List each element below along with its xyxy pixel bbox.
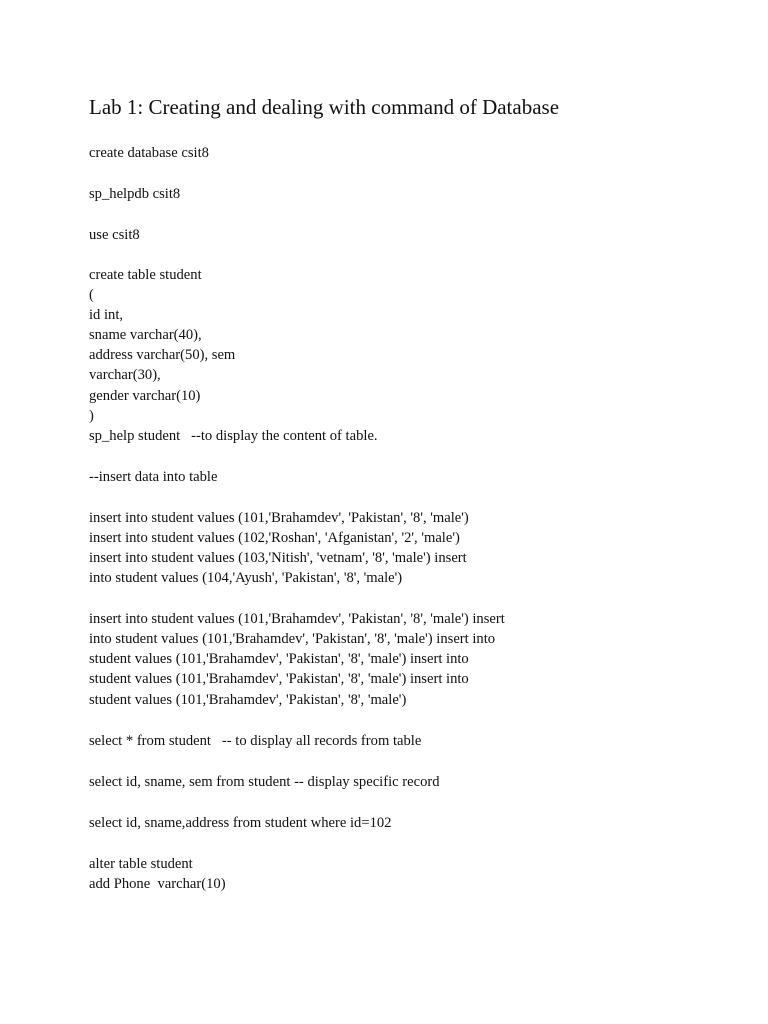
- code-line: use csit8: [89, 227, 140, 243]
- code-line: create table student: [89, 267, 202, 283]
- code-line: id int,: [89, 307, 124, 323]
- code-line: student values (101,'Brahamdev', 'Pakistan', '8', 'male') insert into: [89, 651, 469, 667]
- code-line: student values (101,'Brahamdev', 'Pakistan', '8', 'male'): [89, 692, 407, 708]
- code-line: select id, sname,address from student where id=102: [89, 815, 392, 831]
- code-line: alter table student: [89, 856, 193, 872]
- code-line: into student values (104,'Ayush', 'Pakistan', '8', 'male'): [89, 570, 403, 586]
- code-line: ): [89, 408, 94, 424]
- code-line: sp_help student --to display the content of table.: [89, 428, 378, 444]
- code-line: sname varchar(40),: [89, 327, 202, 343]
- code-line: insert into student values (103,'Nitish', 'vetnam', '8', 'male') insert: [89, 550, 467, 566]
- code-line: insert into student values (101,'Brahamdev', 'Pakistan', '8', 'male'): [89, 510, 469, 526]
- code-line: insert into student values (101,'Brahamdev', 'Pakistan', '8', 'male') insert: [89, 611, 505, 627]
- code-line: create database csit8: [89, 145, 209, 161]
- code-line: (: [89, 287, 94, 303]
- code-line: --insert data into table: [89, 469, 218, 485]
- code-line: address varchar(50), sem: [89, 347, 236, 363]
- code-line: into student values (101,'Brahamdev', 'Pakistan', '8', 'male') insert into: [89, 631, 496, 647]
- code-line: insert into student values (102,'Roshan', 'Afganistan', '2', 'male'): [89, 530, 460, 546]
- code-line: add Phone varchar(10): [89, 876, 226, 892]
- code-line: sp_helpdb csit8: [89, 186, 181, 202]
- code-line: select id, sname, sem from student -- display specific record: [89, 774, 440, 790]
- code-line: select * from student -- to display all records from table: [89, 733, 422, 749]
- document-title: Lab 1: Creating and dealing with command of Database: [89, 95, 560, 119]
- code-line: student values (101,'Brahamdev', 'Pakistan', '8', 'male') insert into: [89, 671, 469, 687]
- code-line: varchar(30),: [89, 367, 161, 383]
- code-line: gender varchar(10): [89, 388, 201, 404]
